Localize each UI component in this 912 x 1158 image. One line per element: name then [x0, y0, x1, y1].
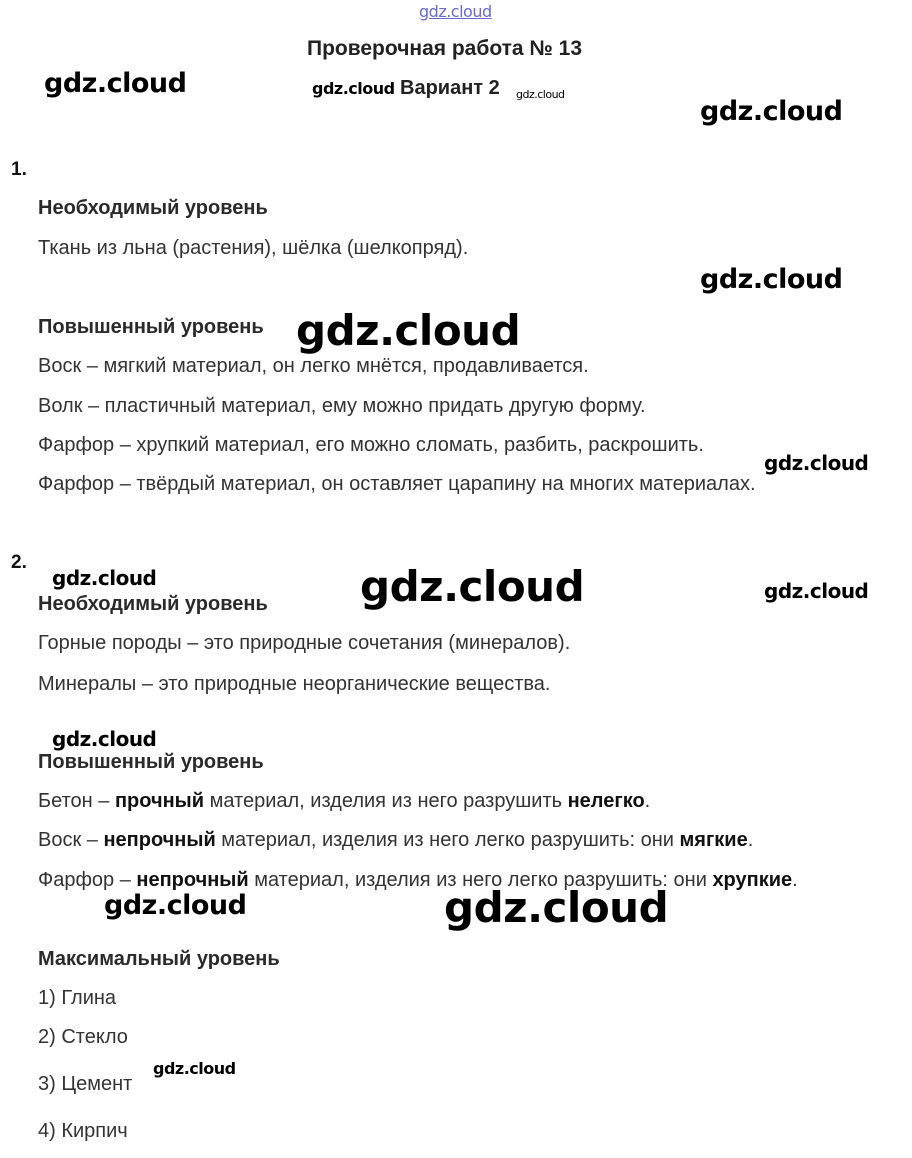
bold-word: хрупкие — [712, 869, 793, 891]
text-segment: . — [792, 869, 798, 891]
watermark-task2-lower-big: gdz.cloud — [444, 883, 669, 932]
task-2-max-item-2: 2) Стекло — [38, 1026, 128, 1048]
task-1-advanced-line-2: Волк – пластичный материал, ему можно придать другую форму. — [38, 395, 646, 417]
watermark-header-tiny: gdz.cloud — [516, 88, 565, 101]
text-segment: Воск – — [38, 829, 104, 851]
bold-word: прочный — [114, 790, 205, 812]
text-segment: . — [644, 790, 651, 812]
task-1-number: 1. — [11, 159, 27, 180]
variant-label: Вариант 2 — [400, 77, 500, 99]
watermark-task2-max: gdz.cloud — [153, 1059, 236, 1078]
watermark-task2-lower-left: gdz.cloud — [104, 890, 247, 921]
text-segment: Фарфор – — [38, 869, 137, 891]
watermark-task1-right: gdz.cloud — [700, 264, 843, 295]
watermark-top-left: gdz.cloud — [44, 68, 187, 99]
task-2-max-item-3: 3) Цемент — [38, 1073, 133, 1095]
watermark-task1-big: gdz.cloud — [296, 306, 521, 355]
watermark-task1-line3: gdz.cloud — [764, 451, 869, 475]
bold-word: нелегко — [567, 790, 645, 812]
task-1-advanced-line-3: Фарфор – хрупкий материал, его можно сломать, разбить, раскрошить. — [38, 434, 704, 456]
page-title: Проверочная работа № 13 — [307, 37, 583, 60]
task-1-advanced-line-4: Фарфор – твёрдый материал, он оставляет царапину на многих материалах. — [38, 473, 756, 495]
task-2-max-item-1: 1) Глина — [38, 987, 117, 1009]
text-segment: материал, изделия из него разрушить — [204, 790, 568, 812]
task-1-basic-line: Ткань из льна (растения), шёлка (шелкопряд). — [38, 237, 469, 259]
task-1-advanced-heading: Повышенный уровень — [38, 316, 264, 338]
bold-word: непрочный — [136, 869, 249, 891]
bold-word: мягкие — [679, 829, 748, 851]
task-2-basic-line-1: Горные породы – это природные сочетания (минералов). — [38, 632, 571, 654]
text-segment: . — [747, 829, 754, 851]
text-segment: Бетон – — [38, 790, 115, 812]
task-1-advanced-line-1: Воск – мягкий материал, он легко мнётся, продавливается. — [38, 355, 589, 377]
watermark-task2-right: gdz.cloud — [764, 579, 869, 603]
watermark-task2-left: gdz.cloud — [52, 566, 157, 590]
text-segment: материал, изделия из него легко разрушить: они — [215, 829, 680, 851]
watermark-task2-big: gdz.cloud — [360, 562, 585, 611]
task-1-basic-heading: Необходимый уровень — [38, 197, 268, 219]
task-2-max-item-4: 4) Кирпич — [38, 1120, 128, 1142]
task-2-advanced-line-3 — [38, 869, 798, 892]
task-2-number: 2. — [11, 552, 27, 573]
bold-word: непрочный — [103, 829, 216, 851]
task-2-advanced-line-1 — [38, 790, 650, 813]
watermark-top: gdz.cloud — [419, 2, 492, 21]
text-segment: материал, изделия из него легко разрушить: они — [248, 869, 713, 891]
task-2-advanced-heading: Повышенный уровень — [38, 751, 264, 773]
watermark-top-right: gdz.cloud — [700, 96, 843, 127]
watermark-header-left: gdz.cloud — [312, 79, 395, 98]
task-2-max-heading: Максимальный уровень — [38, 948, 280, 970]
task-2-advanced-line-2 — [38, 829, 753, 852]
watermark-task2-advanced: gdz.cloud — [52, 727, 157, 751]
task-2-basic-line-2: Минералы – это природные неорганические вещества. — [38, 673, 551, 695]
task-2-basic-heading: Необходимый уровень — [38, 593, 268, 615]
